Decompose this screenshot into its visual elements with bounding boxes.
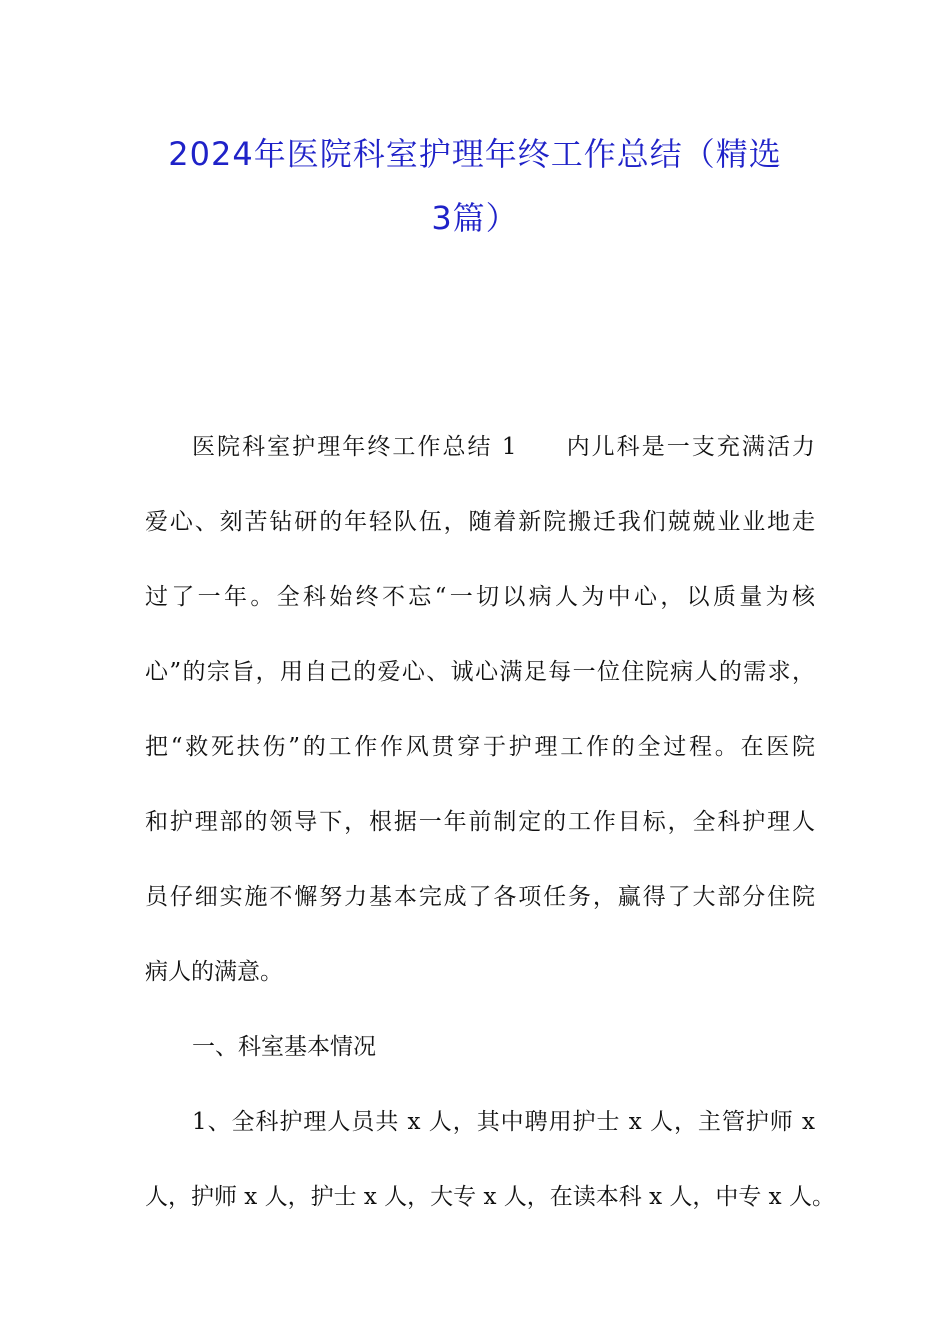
list-item-line: 1、全科护理人员共 x 人，其中聘用护士 x 人，主管护师 x — [192, 1109, 815, 1135]
section-heading: 一、科室基本情况 — [192, 1034, 376, 1060]
document-body — [145, 410, 835, 1235]
paragraph-line: 病人的满意。 — [145, 959, 283, 985]
list-item-line: 人，护师 x 人，护士 x 人，大专 x 人，在读本科 x 人，中专 x 人。 — [145, 1184, 835, 1210]
paragraph-line: 爱心、刻苦钻研的年轻队伍，随着新院搬迁我们兢兢业业地走 — [145, 509, 815, 535]
document-title — [100, 122, 850, 250]
title-line-1: 2024年医院科室护理年终工作总结（精选 — [168, 135, 782, 173]
paragraph-line: 心”的宗旨，用自己的爱心、诚心满足每一位住院病人的需求， — [145, 659, 815, 685]
paragraph-line: 把“救死扶伤”的工作作风贯穿于护理工作的全过程。在医院 — [145, 734, 815, 760]
paragraph-line: 过了一年。全科始终不忘“一切以病人为中心，以质量为核 — [145, 584, 815, 610]
title-line-2: 3篇） — [431, 199, 519, 237]
paragraph-text: 内儿科是一支充满活力 — [564, 434, 816, 460]
paragraph-line — [145, 410, 815, 485]
intro-heading: 医院科室护理年终工作总结 1 — [192, 434, 517, 460]
paragraph-line: 和护理部的领导下，根据一年前制定的工作目标，全科护理人 — [145, 809, 815, 835]
paragraph-line: 员仔细实施不懈努力基本完成了各项任务，赢得了大部分住院 — [145, 884, 815, 910]
